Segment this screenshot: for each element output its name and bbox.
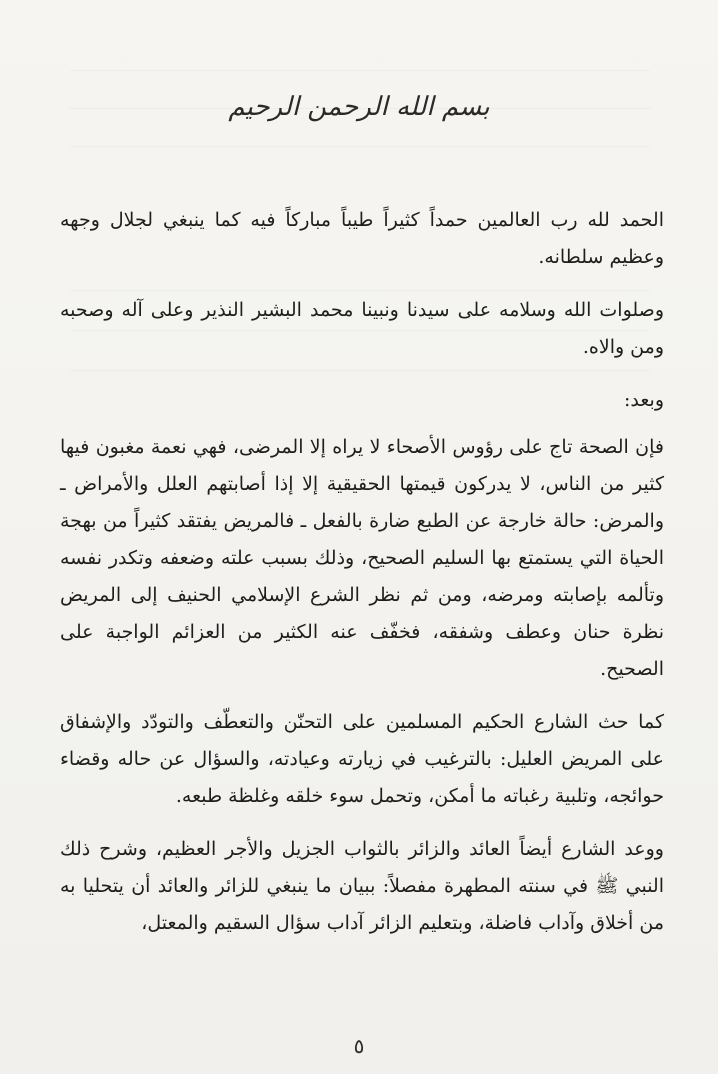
basmala-heading: بسم الله الرحمن الرحيم bbox=[228, 92, 490, 122]
paragraph-reward: ووعد الشارع أيضاً العائد والزائر بالثواب الجزيل والأجر العظيم، وشرح ذلك النبي ﷺ في سنته المطهرة مفصلاً: ببيان ما ينبغي للزائر والعائد أن يتحليا به من أخلاق وآداب فاضلة، وبتعليم الزائر آداب سؤال السقيم والمعتل، bbox=[60, 838, 664, 934]
bleed-line bbox=[70, 146, 650, 147]
paragraph-compassion: كما حث الشارع الحكيم المسلمين على التحنّن والتعطّف والتودّد والإشفاق على المريض العليل: بالترغيب في زيارته وعيادته، والسؤال عن حاله وقضاء حوائجه، وتلبية رغباته ما أمكن، وتحمل سوء خلقه وغلظة طبعه. bbox=[60, 711, 664, 807]
page-number: ٥ bbox=[353, 1034, 365, 1058]
bleed-line bbox=[70, 70, 650, 71]
paragraph-health: فإن الصحة تاج على رؤوس الأصحاء لا يراه إلا المرضى، فهي نعمة مغبون فيها كثير من الناس، لا يدركون قيمتها الحقيقية إلا إذا أصابتهم العلل والأمراض ـ والمرض: حالة خارجة عن الطبع ضارة بالفعل ـ فالمريض يفتقد كثيراً من بهجة الحياة التي يستمتع بها السليم الصحيح، وذلك بسبب علته وضعفه وتكدر نفسه وتألمه بإصابته ومرضه، ومن ثم نظر الشرع الإسلامي الحنيف إلى المريض نظرة حنان وعطف وشفقه، فخفّف عنه الكثير من العزائم الواجبة على الصحيح. bbox=[60, 436, 664, 680]
body-text bbox=[60, 202, 664, 942]
paragraph-salawat: وصلوات الله وسلامه على سيدنا ونبينا محمد البشير النذير وعلى آله وصحبه ومن والاه. bbox=[60, 299, 664, 358]
paragraph-hamd: الحمد لله رب العالمين حمداً كثيراً طيباً مباركاً فيه كما ينبغي لجلال وجهه وعظيم سلطانه. bbox=[60, 209, 664, 268]
paragraph-wabaad: وبعد: bbox=[623, 389, 664, 411]
